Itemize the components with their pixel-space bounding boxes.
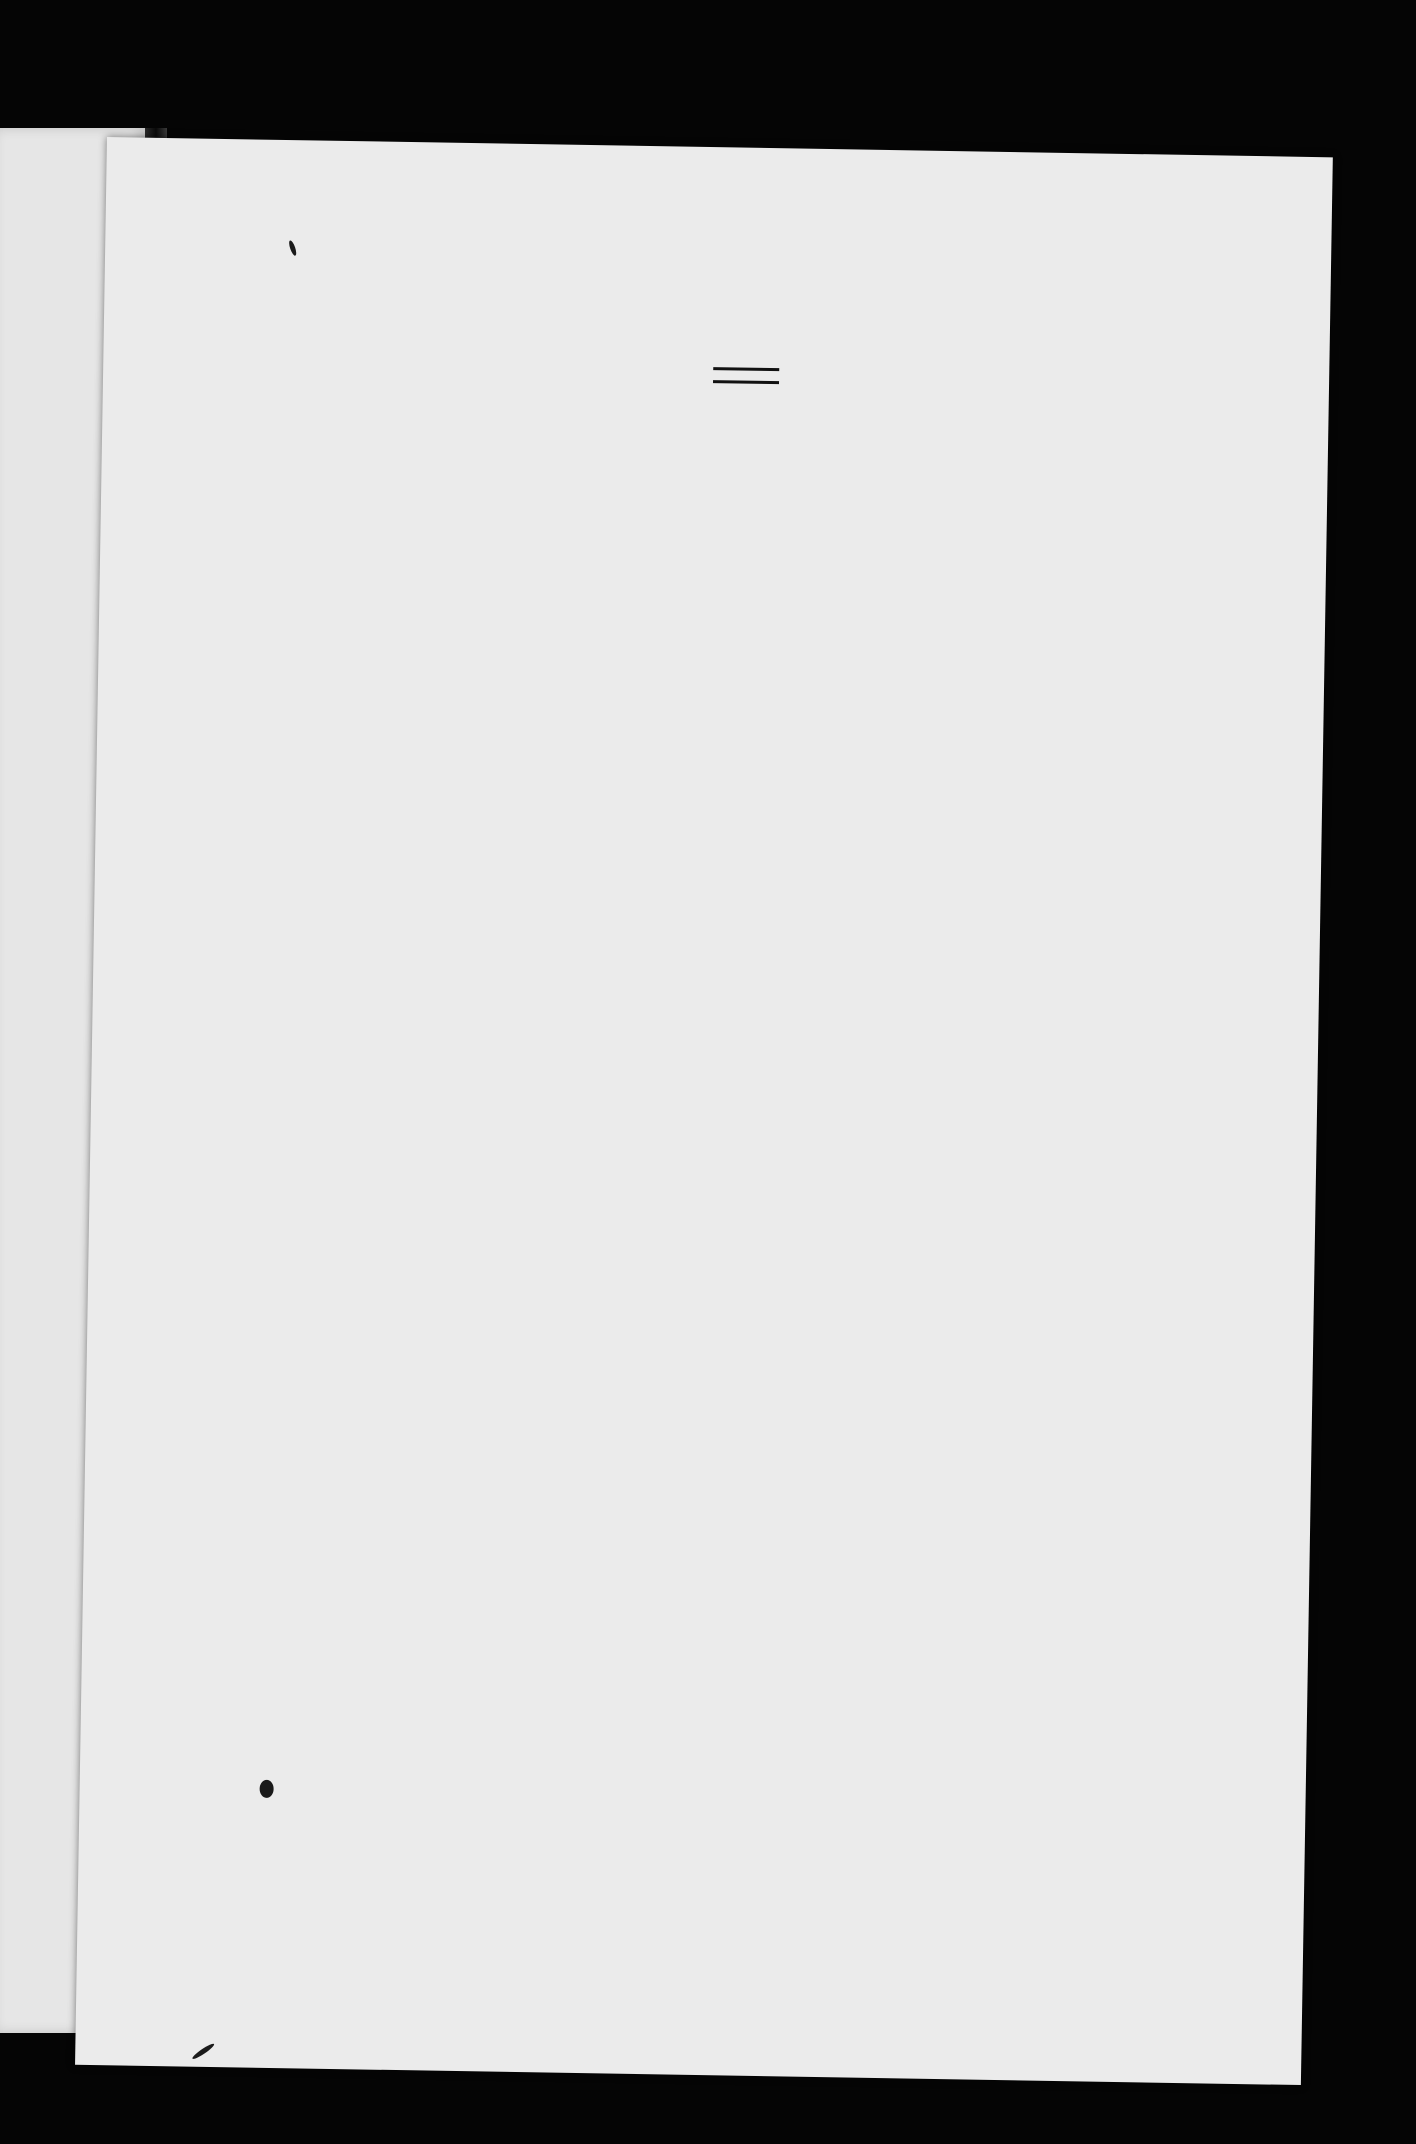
- divider-rule: [713, 380, 779, 384]
- divider-rule: [713, 367, 779, 371]
- ink-speck: [288, 240, 298, 257]
- page-number: [104, 292, 1330, 312]
- subject-sections: [443, 389, 1083, 400]
- top-list: [443, 353, 1083, 364]
- book-page: [75, 137, 1333, 2085]
- ink-speck: [191, 2042, 215, 2061]
- ink-speck: [259, 1780, 273, 1798]
- prize-list: [443, 353, 1084, 400]
